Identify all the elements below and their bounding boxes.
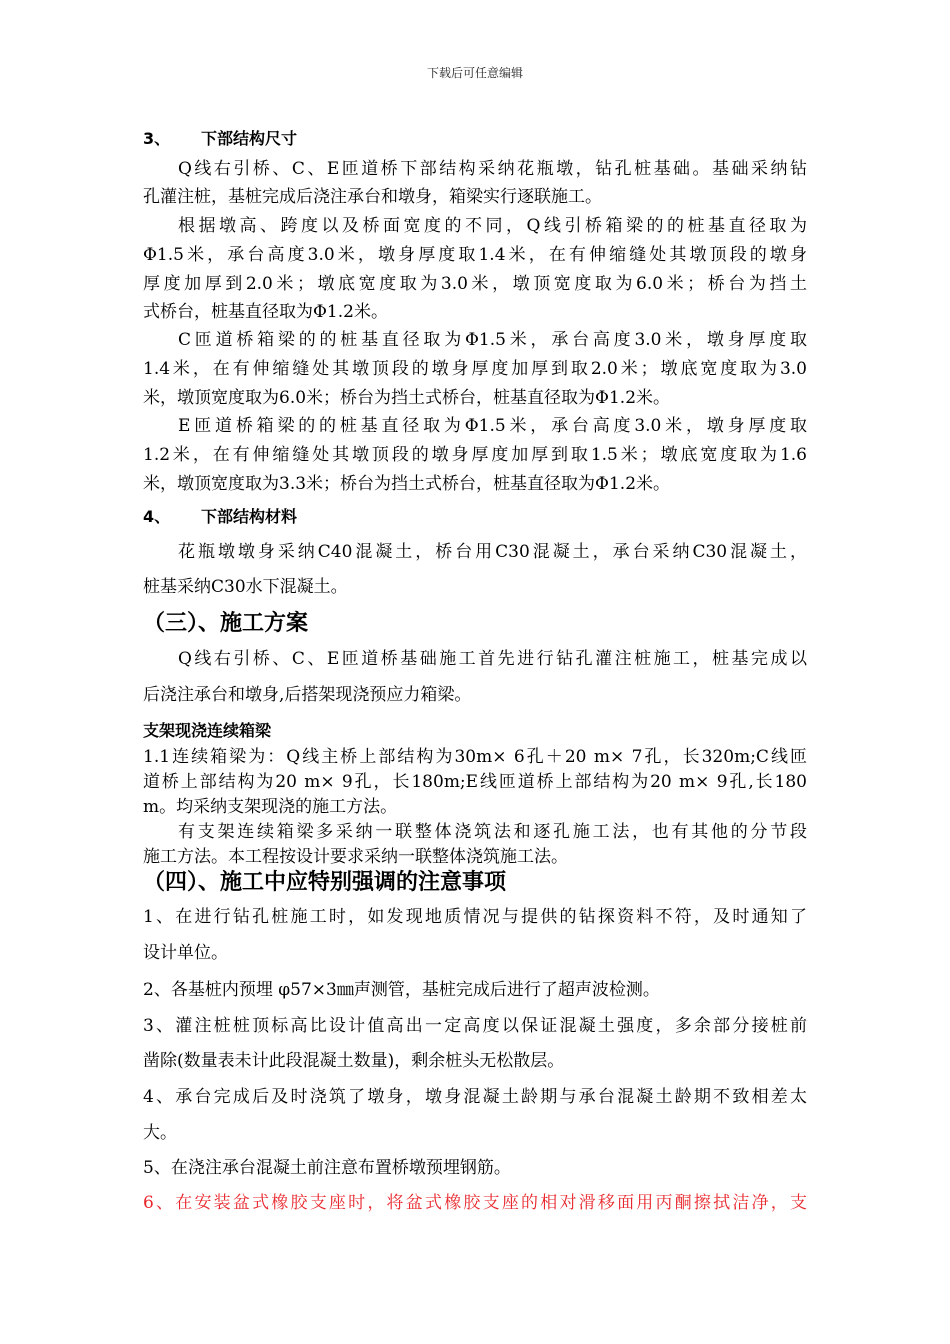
paragraph-line: 1.2米，在有伸缩缝处其墩顶段的墩身厚度加厚到取1.5米；墩底宽度取为1.6 (143, 445, 807, 465)
paragraph-line: C匝道桥箱梁的的桩基直径取为Φ1.5米，承台高度3.0米，墩身厚度取 (178, 330, 807, 350)
section-3-heading (143, 127, 807, 151)
note-line: 大。 (143, 1123, 177, 1143)
paragraph-line: 米，墩顶宽度取为3.3米；桥台为挡土式桥台，桩基直径取为Φ1.2米。 (143, 474, 671, 494)
paragraph-line: 式桥台，桩基直径取为Φ1.2米。 (143, 302, 388, 322)
note-line: 2、各基桩内预埋 φ57×3㎜声测管，基桩完成后进行了超声波检测。 (143, 980, 660, 1000)
paragraph-line: 道桥上部结构为20 m× 9孔，长180m;E线匝道桥上部结构为20 m× 9孔,长180 (143, 772, 807, 792)
heading-precautions: （四）、施工中应特别强调的注意事项 (143, 870, 507, 895)
paragraph-line: Q线右引桥、C、E匝道桥基础施工首先进行钻孔灌注桩施工，桩基完成以 (178, 649, 807, 669)
note-line: 1、在进行钻孔桩施工时，如发现地质情况与提供的钻探资料不符，及时通知了 (143, 907, 807, 927)
paragraph-line: Φ1.5米，承台高度3.0米，墩身厚度取1.4米，在有伸缩缝处其墩顶段的墩身 (143, 245, 807, 265)
paragraph-line: 后浇注承台和墩身,后搭架现浇预应力箱梁。 (143, 685, 472, 705)
paragraph-line: 1.1连续箱梁为：Q线主桥上部结构为30m× 6孔＋20 m× 7孔，长320m;C线匝 (143, 747, 807, 767)
paragraph-line: Q线右引桥、C、E匝道桥下部结构采纳花瓶墩，钻孔桩基础。基础采纳钻 (178, 159, 807, 179)
section-title: 下部结构材料 (201, 507, 298, 526)
paragraph-line: 米，墩顶宽度取为6.0米；桥台为挡土式桥台，桩基直径取为Φ1.2米。 (143, 388, 671, 408)
note-line-warning: 6、在安装盆式橡胶支座时，将盆式橡胶支座的相对滑移面用丙酮擦拭洁净，支 (143, 1193, 807, 1213)
heading-support-box-girder: 支架现浇连续箱梁 (143, 721, 272, 740)
paragraph-line: 根据墩高、跨度以及桥面宽度的不同，Q线引桥箱梁的的桩基直径取为 (178, 216, 807, 236)
section-4-heading (143, 505, 807, 529)
paragraph-line: 孔灌注桩，基桩完成后浇注承台和墩身，箱梁实行逐联施工。 (143, 187, 602, 207)
paragraph-line: 厚度加厚到2.0米；墩底宽度取为3.0米，墩顶宽度取为6.0米；桥台为挡土 (143, 274, 807, 294)
note-line: 4、承台完成后及时浇筑了墩身，墩身混凝土龄期与承台混凝土龄期不致相差太 (143, 1087, 807, 1107)
section-number: 4、 (143, 507, 171, 526)
heading-construction-plan: （三）、施工方案 (143, 611, 309, 636)
note-line: 5、在浇注承台混凝土前注意布置桥墩预埋钢筋。 (143, 1158, 511, 1178)
section-title: 下部结构尺寸 (201, 129, 298, 148)
page-header: 下载后可任意编辑 (426, 66, 523, 80)
section-number: 3、 (143, 129, 171, 148)
paragraph-line: 施工方法。本工程按设计要求采纳一联整体浇筑施工法。 (143, 847, 568, 867)
paragraph-line: 1.4米，在有伸缩缝处其墩顶段的墩身厚度加厚到取2.0米；墩底宽度取为3.0 (143, 359, 807, 379)
note-line: 凿除(数量表未计此段混凝土数量)，剩余桩头无松散层。 (143, 1051, 565, 1071)
note-line: 3、灌注桩桩顶标高比设计值高出一定高度以保证混凝土强度，多余部分接桩前 (143, 1016, 807, 1036)
paragraph-line: E匝道桥箱梁的的桩基直径取为Φ1.5米，承台高度3.0米，墩身厚度取 (178, 416, 807, 436)
paragraph-line: 桩基采纳C30水下混凝土。 (143, 577, 348, 597)
paragraph-line: m。均采纳支架现浇的施工方法。 (143, 797, 398, 817)
paragraph-line: 有支架连续箱梁多采纳一联整体浇筑法和逐孔施工法，也有其他的分节段 (178, 822, 807, 842)
note-line: 设计单位。 (143, 943, 228, 963)
paragraph-line: 花瓶墩墩身采纳C40混凝土，桥台用C30混凝土，承台采纳C30混凝土， (178, 542, 807, 562)
